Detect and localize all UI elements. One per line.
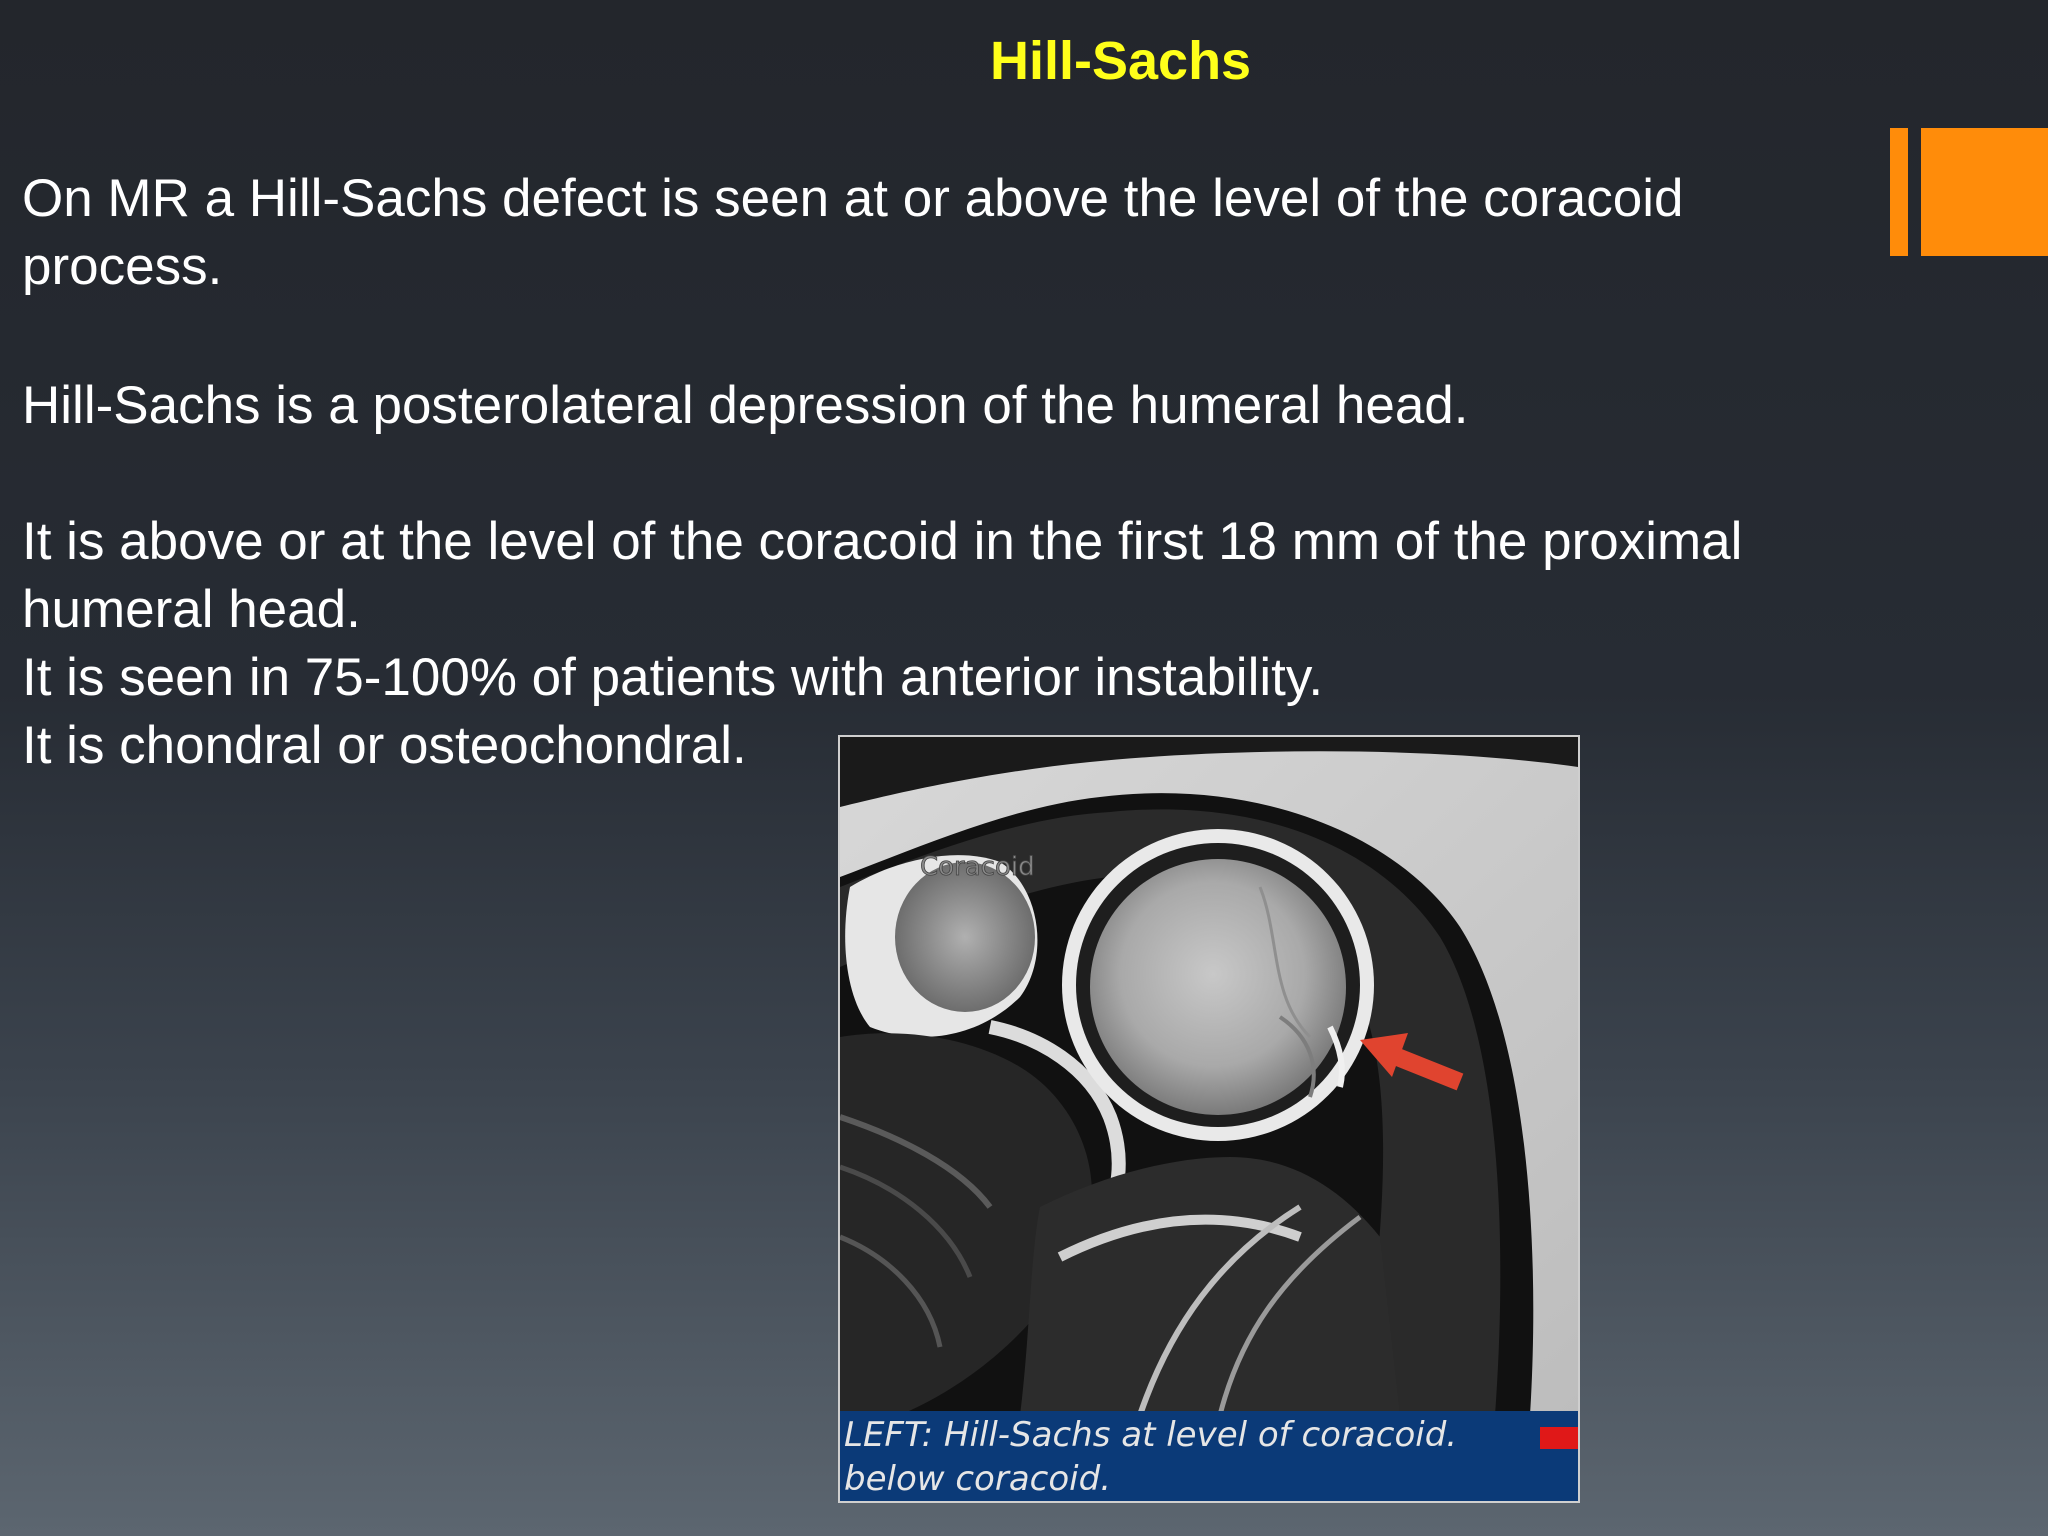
redaction-mark: [1540, 1427, 1578, 1449]
paragraph-type: It is chondral or osteochondral.: [22, 716, 747, 775]
accent-bar-thin: [1890, 128, 1908, 256]
slide-title: Hill-Sachs: [990, 31, 1252, 91]
paragraph-mr-defect: On MR a Hill-Sachs defect is seen at or above the level of the coracoid process.: [22, 169, 1684, 296]
mri-scan-drawing: [840, 737, 1578, 1415]
caption-line-2: below coracoid.: [844, 1459, 1112, 1499]
coracoid-label: Coracoid: [920, 852, 1035, 882]
mri-image: [838, 735, 1580, 1503]
caption-line-1: LEFT: Hill-Sachs at level of coracoid.: [844, 1415, 1458, 1455]
accent-bar-thick: [1921, 128, 2048, 256]
mri-caption: [840, 1411, 1578, 1501]
paragraph-definition: Hill-Sachs is a posterolateral depression of the humeral head.: [22, 376, 1469, 435]
paragraph-level: It is above or at the level of the coracoid in the first 18 mm of the proximal humeral head.: [22, 512, 1743, 639]
paragraph-prevalence: It is seen in 75-100% of patients with anterior instability.: [22, 648, 1324, 707]
